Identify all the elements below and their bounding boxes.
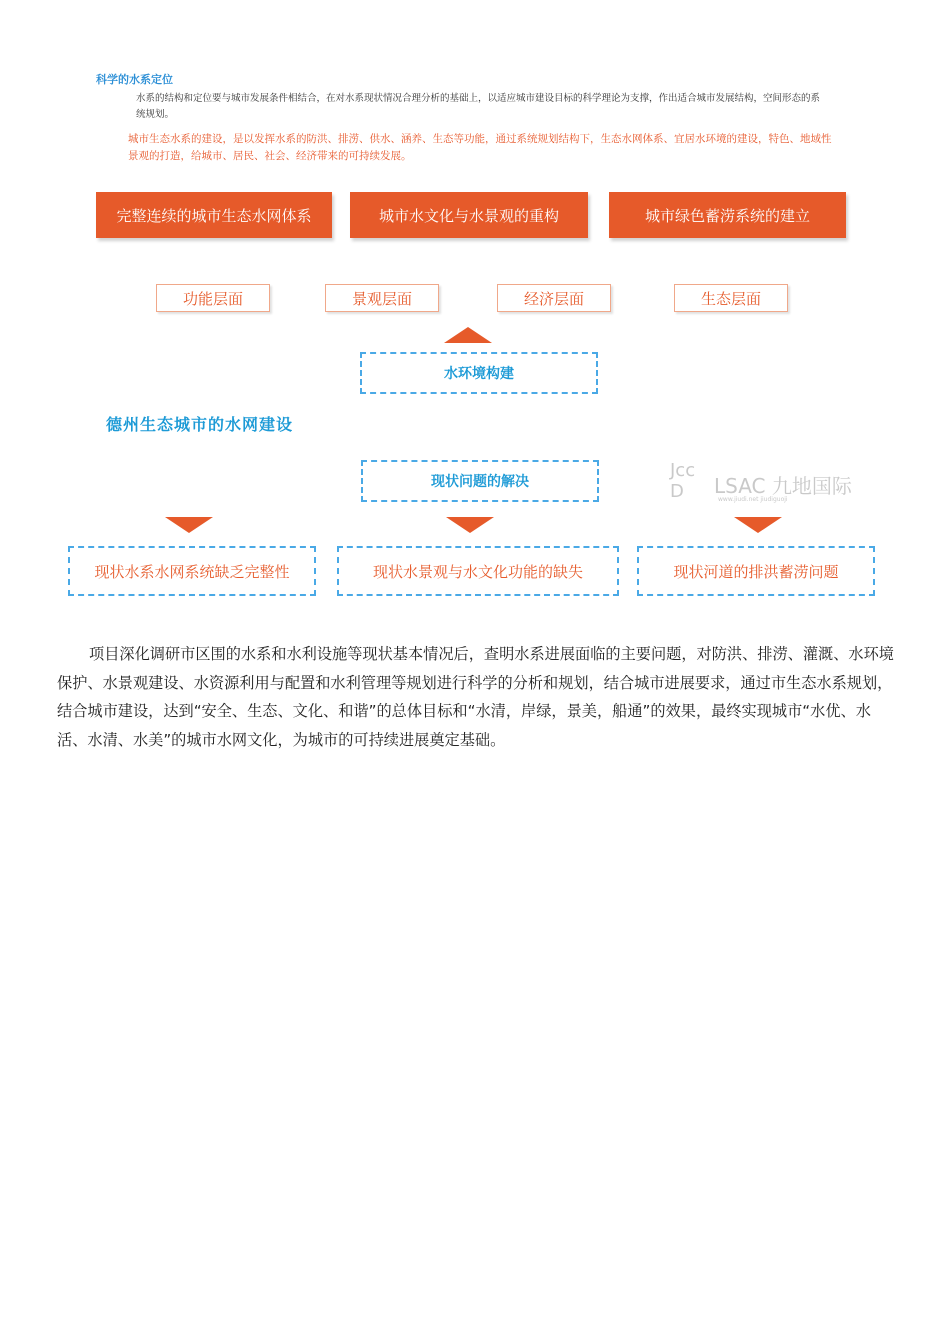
problem-box-flood [637, 546, 875, 596]
level-box-function: 功能层面 [156, 284, 270, 312]
level-box-ecology: 生态层面 [674, 284, 788, 312]
solve-problems-box [361, 460, 599, 502]
solve-problems-label: 现状问题的解决 [431, 474, 529, 490]
problem-label-culture: 现状水景观与水文化功能的缺失 [372, 562, 583, 581]
down-arrow-icon [165, 517, 213, 533]
level-box-economy: 经济层面 [497, 284, 611, 312]
down-arrow-icon [446, 517, 494, 533]
top-box-eco-network: 完整连续的城市生态水网体系 [96, 192, 332, 238]
watermark-sub: www.jiudi.net jiudiguoji [718, 496, 788, 503]
dezhou-title: 德州生态城市的水网建设 [106, 415, 294, 434]
orange-description: 城市生态水系的建设，是以发挥水系的防洪、排涝、供水、涵养、生态等功能，通过系统规划结构下，生态水网体系、宜居水环境的建设，特色、地域性景观的打造，给城市、居民、社会、经济带来的可持续发展。 [128, 133, 832, 162]
problem-box-culture [337, 546, 619, 596]
water-environment-box [360, 352, 598, 394]
water-environment-label: 水环境构建 [444, 366, 514, 382]
watermark-letters: Jcc D [670, 460, 696, 502]
down-arrow-icon [734, 517, 782, 533]
watermark-main: LSAC 九地国际 [714, 474, 852, 498]
top-box-water-culture: 城市水文化与水景观的重构 [350, 192, 588, 238]
level-box-landscape: 景观层面 [325, 284, 439, 312]
body-paragraph: 项目深化调研市区围的水系和水利设施等现状基本情况后，查明水系进展面临的主要问题，对防洪、排涝、灌溉、水环境保护、水景观建设、水资源利用与配置和水利管理等规划进行科学的分析和规划，结合城市进展要求，通过市生态水系规划，结合城市建设，达到“安全、生态、文化、和谐”的总体目标和“水清，岸绿，景美，船通”的效果，最终实现城市“水优、水活、水清、水美”的城市水网文化，为城市的可持续进展奠定基础。 [57, 645, 894, 749]
up-arrow-icon [444, 327, 492, 343]
top-box-green-storage: 城市绿色蓄涝系统的建立 [609, 192, 846, 238]
intro-text: 水系的结构和定位要与城市发展条件相结合，在对水系现状情况合理分析的基础上，以适应城市建设目标的科学理论为支撑，作出适合城市发展结构，空间形态的系统规划。 [136, 93, 821, 120]
section-title: 科学的水系定位 [96, 73, 173, 86]
problem-box-system [68, 546, 316, 596]
problem-label-flood: 现状河道的排洪蓄涝问题 [673, 562, 839, 581]
problem-label-system: 现状水系水网系统缺乏完整性 [94, 562, 290, 581]
